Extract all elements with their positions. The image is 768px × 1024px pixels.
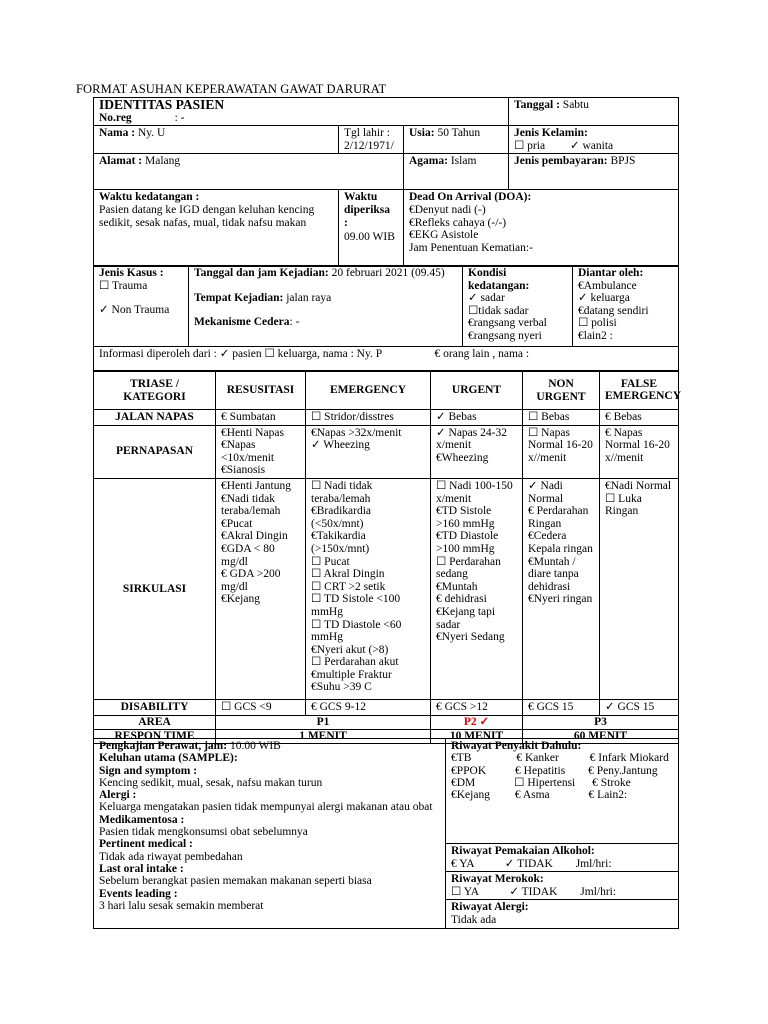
diperiksa-label-3: : — [344, 216, 348, 229]
info-source-prefix: Informasi diperoleh dari : ✓ pasien ☐ keluarga, nama : Ny. P — [99, 348, 382, 360]
triage-option[interactable]: €Muntah — [436, 580, 478, 593]
doa-item[interactable]: €EKG Asistole — [409, 229, 479, 242]
area-p1: P1 — [216, 715, 431, 729]
merokok-tidak[interactable]: ✓ TIDAK — [509, 885, 558, 898]
identity-table — [93, 97, 679, 267]
mekanisme-label: Mekanisme Cedera — [194, 316, 290, 329]
usia-label: Usia: — [409, 127, 435, 140]
jalan-napas-emergency[interactable]: ☐ Stridor/disstres — [306, 410, 431, 426]
penyakit-option[interactable]: € Peny.Jantung — [588, 764, 658, 777]
kondisi-item[interactable]: €rangsang nyeri — [468, 329, 542, 342]
jenis-kelamin-cell — [509, 126, 679, 154]
merokok-jml: Jml/hri: — [580, 885, 617, 898]
triage-option[interactable]: ☐ Nadi tidak teraba/lemah — [311, 479, 373, 505]
pernapasan-label: PERNAPASAN — [94, 425, 216, 478]
disability-resusitasi[interactable]: ☐ GCS <9 — [216, 699, 306, 715]
sign-value: Kencing sedikit, mual, sesak, nafsu makan turun — [99, 776, 323, 789]
pengkajian-label: Pengkajian Perawat, jam: — [99, 740, 228, 752]
area-label: AREA — [94, 715, 216, 729]
triage-option[interactable]: € Napas Normal 16-20 x//menit — [605, 426, 670, 464]
alergi-value: Keluarga mengatakan pasien tidak mempunyai alergi makanan atau obat — [99, 801, 433, 814]
riwayat-alkohol-label: Riwayat Pemakaian Alkohol: — [451, 845, 595, 857]
pembayaran-label: Jenis pembayaran: — [514, 155, 608, 168]
agama-value: Islam — [447, 155, 477, 168]
triage-option[interactable]: € Perdarahan Ringan — [528, 505, 589, 530]
diantar-item[interactable]: €Ambulance — [578, 279, 637, 292]
triage-option[interactable]: ✓ Nadi Normal — [528, 479, 564, 505]
triage-option[interactable]: ✓ Wheezing — [311, 439, 370, 452]
case-table — [93, 265, 679, 371]
triage-option[interactable]: ☐ Perdarahan sedang — [436, 555, 501, 581]
triage-option[interactable]: €Suhu >39 C — [311, 681, 372, 694]
triage-option[interactable]: €multiple Fraktur — [311, 668, 392, 681]
penyakit-option[interactable]: € Lain2: — [588, 789, 628, 802]
merokok-ya[interactable]: ☐ YA — [451, 885, 479, 898]
triage-option[interactable]: €Nyeri Sedang — [436, 631, 505, 644]
penyakit-option[interactable]: € Asma — [514, 789, 550, 802]
triage-option[interactable]: ☐ Pucat — [311, 555, 350, 568]
riwayat-merokok-label: Riwayat Merokok: — [451, 873, 544, 886]
triage-option[interactable]: ☐ Akral Dingin — [311, 568, 385, 581]
riwayat-alkohol-cell — [446, 844, 679, 872]
tanggal-label: Tanggal : — [514, 99, 560, 111]
penyakit-option[interactable]: € Infark Miokard — [589, 752, 669, 765]
agama-label: Agama: — [409, 155, 448, 168]
doa-cell — [404, 190, 679, 267]
riwayat-merokok-cell — [446, 872, 679, 900]
tgl-lahir-cell — [339, 126, 404, 154]
penyakit-option[interactable]: €TB — [451, 752, 472, 765]
document-title: FORMAT ASUHAN KEPERAWATAN GAWAT DARURAT — [76, 82, 387, 96]
pembayaran-value: BPJS — [607, 155, 636, 168]
triage-option[interactable]: €Nyeri ringan — [528, 593, 593, 606]
triage-option[interactable]: €Wheezing — [436, 451, 489, 464]
noreg-value: : - — [174, 111, 185, 124]
triage-header: URGENT — [431, 372, 523, 410]
pernapasan-non-urgent — [523, 425, 600, 478]
alergi-label: Alergi : — [99, 789, 137, 802]
triage-option[interactable]: ☐ Luka Ringan — [605, 492, 642, 518]
waktu-diperiksa-cell — [339, 190, 404, 267]
disability-urgent[interactable]: € GCS >12 — [431, 699, 523, 715]
pertinent-label: Pertinent medical : — [99, 838, 193, 851]
tempat-label: Tempat Kejadian: — [194, 291, 284, 304]
pernapasan-emergency — [306, 425, 431, 478]
waktu-kedatangan-cell — [94, 190, 339, 267]
respon-time-3: 60 MENIT — [523, 729, 679, 743]
tanggal-value: Sabtu — [559, 99, 589, 111]
tgl-lahir-label: Tgl lahir : — [344, 127, 390, 140]
triage-option[interactable]: €Henti Napas — [221, 426, 284, 439]
riwayat-alergi-label: Riwayat Alergi: — [451, 901, 529, 914]
triage-option[interactable]: €Akral Dingin — [221, 530, 288, 543]
alkohol-ya[interactable]: € YA — [451, 857, 474, 870]
kondisi-item[interactable]: ☐tidak sadar — [468, 304, 529, 317]
kondisi-item[interactable]: €rangsang verbal — [468, 317, 547, 330]
tanggal-cell — [509, 98, 679, 126]
tgl-lahir-value: 2/12/1971/ — [344, 139, 394, 152]
triage-option[interactable]: €Bradikardia (<50x/mnt) — [311, 505, 372, 530]
pernapasan-urgent — [431, 425, 523, 478]
riwayat-penyakit-label: Riwayat Penyakit Dahulu: — [451, 740, 582, 752]
diperiksa-value: 09.00 WIB — [344, 231, 395, 244]
info-source-suffix: € orang lain , nama : — [434, 348, 530, 360]
jalan-napas-urgent[interactable]: ✓ Bebas — [431, 410, 523, 426]
kejadian-cell — [189, 266, 463, 347]
triage-option[interactable]: €Nadi tidak teraba/lemah — [221, 492, 281, 518]
alamat-label: Alamat : — [99, 155, 143, 168]
sirkulasi-non-urgent — [523, 478, 600, 699]
sirkulasi-resusitasi — [216, 478, 306, 699]
tgl-kejadian-label: Tanggal dan jam Kejadian: — [194, 267, 329, 279]
alkohol-jml: Jml/hri: — [575, 857, 612, 870]
respon-time-2: 10 MENIT — [431, 729, 523, 743]
usia-value: 50 Tahun — [434, 127, 481, 140]
trauma-option[interactable]: ☐ Trauma — [99, 279, 148, 292]
triage-option[interactable]: €Nadi Normal — [605, 479, 672, 492]
respon-time-1: 1 MENIT — [216, 729, 431, 743]
info-source-row — [94, 347, 679, 371]
triage-option[interactable]: ☐ CRT >2 setik — [311, 580, 386, 593]
pertinent-value: Tidak ada riwayat pembedahan — [99, 850, 243, 863]
riwayat-alergi-value: Tidak ada — [451, 913, 497, 926]
triage-option[interactable]: ☐ Nadi 100-150 x/menit — [436, 479, 513, 505]
triage-option[interactable]: € GDA >200 mg/dl — [221, 568, 281, 593]
jalan-napas-resusitasi[interactable]: € Sumbatan — [216, 410, 306, 426]
kondisi-cell — [463, 266, 573, 347]
non-trauma-option[interactable]: ✓ Non Trauma — [99, 304, 170, 317]
triage-option[interactable]: ☐ TD Sistole <100 mmHg — [311, 593, 401, 618]
triage-header: NON URGENT — [523, 372, 600, 410]
jenis-kasus-label: Jenis Kasus : — [99, 267, 164, 279]
triage-option[interactable]: €Takikardia (>150x/mnt) — [311, 530, 370, 555]
triage-option[interactable]: ☐ TD Diastole <60 mmHg — [311, 618, 402, 644]
sirkulasi-label: SIRKULASI — [94, 478, 216, 699]
triage-header: RESUSITASI — [216, 372, 306, 410]
disability-emergency[interactable]: € GCS 9-12 — [306, 699, 431, 715]
respon-time-label: RESPON TIME — [94, 729, 216, 743]
kondisi-item[interactable]: ✓ sadar — [468, 292, 505, 305]
tempat-value: jalan raya — [283, 291, 332, 304]
penyakit-option[interactable]: ☐ Hipertensi — [514, 776, 576, 789]
penyakit-option[interactable]: € Kanker — [516, 752, 559, 765]
triage-option[interactable]: €Sianosis — [221, 464, 266, 477]
jk-pria[interactable]: ☐ pria — [514, 139, 546, 152]
waktu-kedatangan-text: Pasien datang ke IGD dengan keluhan kencing sedikit, sesak nafas, mual, tidak nafsu makan — [99, 203, 315, 229]
disability-false-emergency[interactable]: ✓ GCS 15 — [600, 699, 679, 715]
penyakit-option[interactable]: € Hepatitis — [515, 764, 566, 777]
noreg-label: No.reg — [99, 111, 132, 124]
alamat-value: Malang — [142, 155, 181, 168]
diperiksa-label-1: Waktu — [344, 191, 378, 204]
triage-option[interactable]: €Cedera Kepala ringan — [528, 530, 593, 555]
nama-label: Nama : — [99, 127, 136, 140]
triage-option[interactable]: €Kejang — [221, 593, 260, 606]
waktu-kedatangan-label: Waktu kedatangan : — [99, 191, 200, 204]
area-p2: P2 ✓ — [431, 715, 523, 729]
identitas-heading: IDENTITAS PASIEN — [99, 97, 225, 112]
triage-option[interactable]: €Napas <10x/menit — [221, 439, 275, 464]
pembayaran-cell — [509, 154, 679, 190]
triage-option[interactable]: ☐ Perdarahan akut — [311, 656, 399, 669]
medikamentosa-label: Medikamentosa : — [99, 813, 185, 826]
nama-cell — [94, 126, 339, 154]
triage-option[interactable]: €Pucat — [221, 517, 253, 530]
triage-option[interactable]: €TD Diastole >100 mmHg — [436, 530, 499, 555]
triage-header: EMERGENCY — [306, 372, 431, 410]
pengkajian-value: 10.00 WIB — [227, 740, 281, 752]
triage-header: FALSE EMERGENCY — [600, 372, 679, 410]
jalan-napas-label: JALAN NAPAS — [94, 410, 216, 426]
oral-intake-value: Sebelum berangkat pasien memakan makanan seperti biasa — [99, 875, 372, 888]
nama-value: Ny. U — [135, 127, 166, 140]
events-label: Events leading : — [99, 887, 178, 900]
penyakit-option[interactable]: €PPOK — [451, 764, 487, 777]
triage-option[interactable]: €Napas >32x/menit — [311, 426, 402, 439]
tgl-kejadian-value: 20 februari 2021 (09.45) — [328, 267, 445, 279]
sample-cell — [94, 739, 446, 929]
triage-table — [93, 371, 682, 744]
pernapasan-resusitasi — [216, 425, 306, 478]
jk-wanita[interactable]: ✓ wanita — [569, 139, 614, 152]
medikamentosa-value: Pasien tidak mengkonsumsi obat sebelumnya — [99, 826, 308, 839]
riwayat-penyakit-cell — [446, 739, 679, 844]
penyakit-option[interactable]: € Stroke — [592, 776, 631, 789]
triage-header: TRIASE / KATEGORI — [94, 372, 216, 410]
penyakit-option[interactable]: €Kejang — [451, 789, 490, 802]
alkohol-tidak[interactable]: ✓ TIDAK — [504, 857, 553, 870]
diantar-item[interactable]: €lain2 : — [578, 329, 613, 342]
sirkulasi-urgent — [431, 478, 523, 699]
oral-intake-label: Last oral intake : — [99, 862, 184, 875]
assessment-table — [93, 738, 679, 929]
riwayat-alergi-cell — [446, 900, 679, 928]
keluhan-label: Keluhan utama (SAMPLE): — [99, 752, 238, 765]
agama-cell — [404, 154, 509, 190]
identitas-cell — [94, 98, 509, 126]
doa-label: Dead On Arrival (DOA): — [409, 191, 532, 204]
triage-option[interactable]: €Henti Jantung — [221, 479, 291, 492]
doa-item[interactable]: €Refleks cahaya (-/-) — [409, 216, 507, 229]
triage-option[interactable]: €Nyeri akut (>8) — [311, 643, 389, 656]
triage-option[interactable]: €Kejang tapi sadar — [436, 605, 496, 631]
jalan-napas-non-urgent[interactable]: ☐ Bebas — [523, 410, 600, 426]
triage-option[interactable]: € dehidrasi — [436, 593, 487, 606]
triage-option[interactable]: €Muntah / diare tanpa dehidrasi — [528, 555, 579, 593]
area-p3: P3 — [523, 715, 679, 729]
diantar-cell — [573, 266, 679, 347]
sirkulasi-emergency — [306, 478, 431, 699]
jenis-kasus-cell — [94, 266, 189, 347]
triage-option[interactable]: €GDA < 80 mg/dl — [221, 542, 275, 568]
jalan-napas-false-emergency[interactable]: € Bebas — [600, 410, 679, 426]
jenis-kelamin-label: Jenis Kelamin: — [514, 127, 588, 140]
penyakit-option[interactable]: €DM — [451, 776, 476, 789]
disability-label: DISABILITY — [94, 699, 216, 715]
diantar-item[interactable]: ☐ polisi — [578, 317, 617, 330]
doa-item[interactable]: €Denyut nadi (-) — [409, 203, 486, 216]
mekanisme-value: : - — [289, 316, 300, 329]
sign-label: Sign and symptom : — [99, 764, 198, 777]
diantar-item[interactable]: €datang sendiri — [578, 304, 649, 317]
kondisi-label: Kondisi kedatangan: — [468, 267, 530, 292]
triage-option[interactable]: ☐ Napas Normal 16-20 x//menit — [528, 426, 593, 464]
alamat-cell — [94, 154, 404, 190]
triage-option[interactable]: €TD Sistole >160 mmHg — [436, 505, 495, 530]
usia-cell — [404, 126, 509, 154]
diperiksa-label-2: diperiksa — [344, 203, 391, 216]
diantar-label: Diantar oleh: — [578, 267, 644, 279]
sirkulasi-false-emergency — [600, 478, 679, 699]
doa-time: Jam Penentuan Kematian:- — [409, 241, 533, 254]
diantar-item[interactable]: ✓ keluarga — [578, 292, 630, 305]
events-value: 3 hari lalu sesak semakin memberat — [99, 899, 264, 912]
pernapasan-false-emergency — [600, 425, 679, 478]
triage-option[interactable]: ✓ Napas 24-32 x/menit — [436, 426, 507, 452]
disability-non-urgent[interactable]: € GCS 15 — [523, 699, 600, 715]
